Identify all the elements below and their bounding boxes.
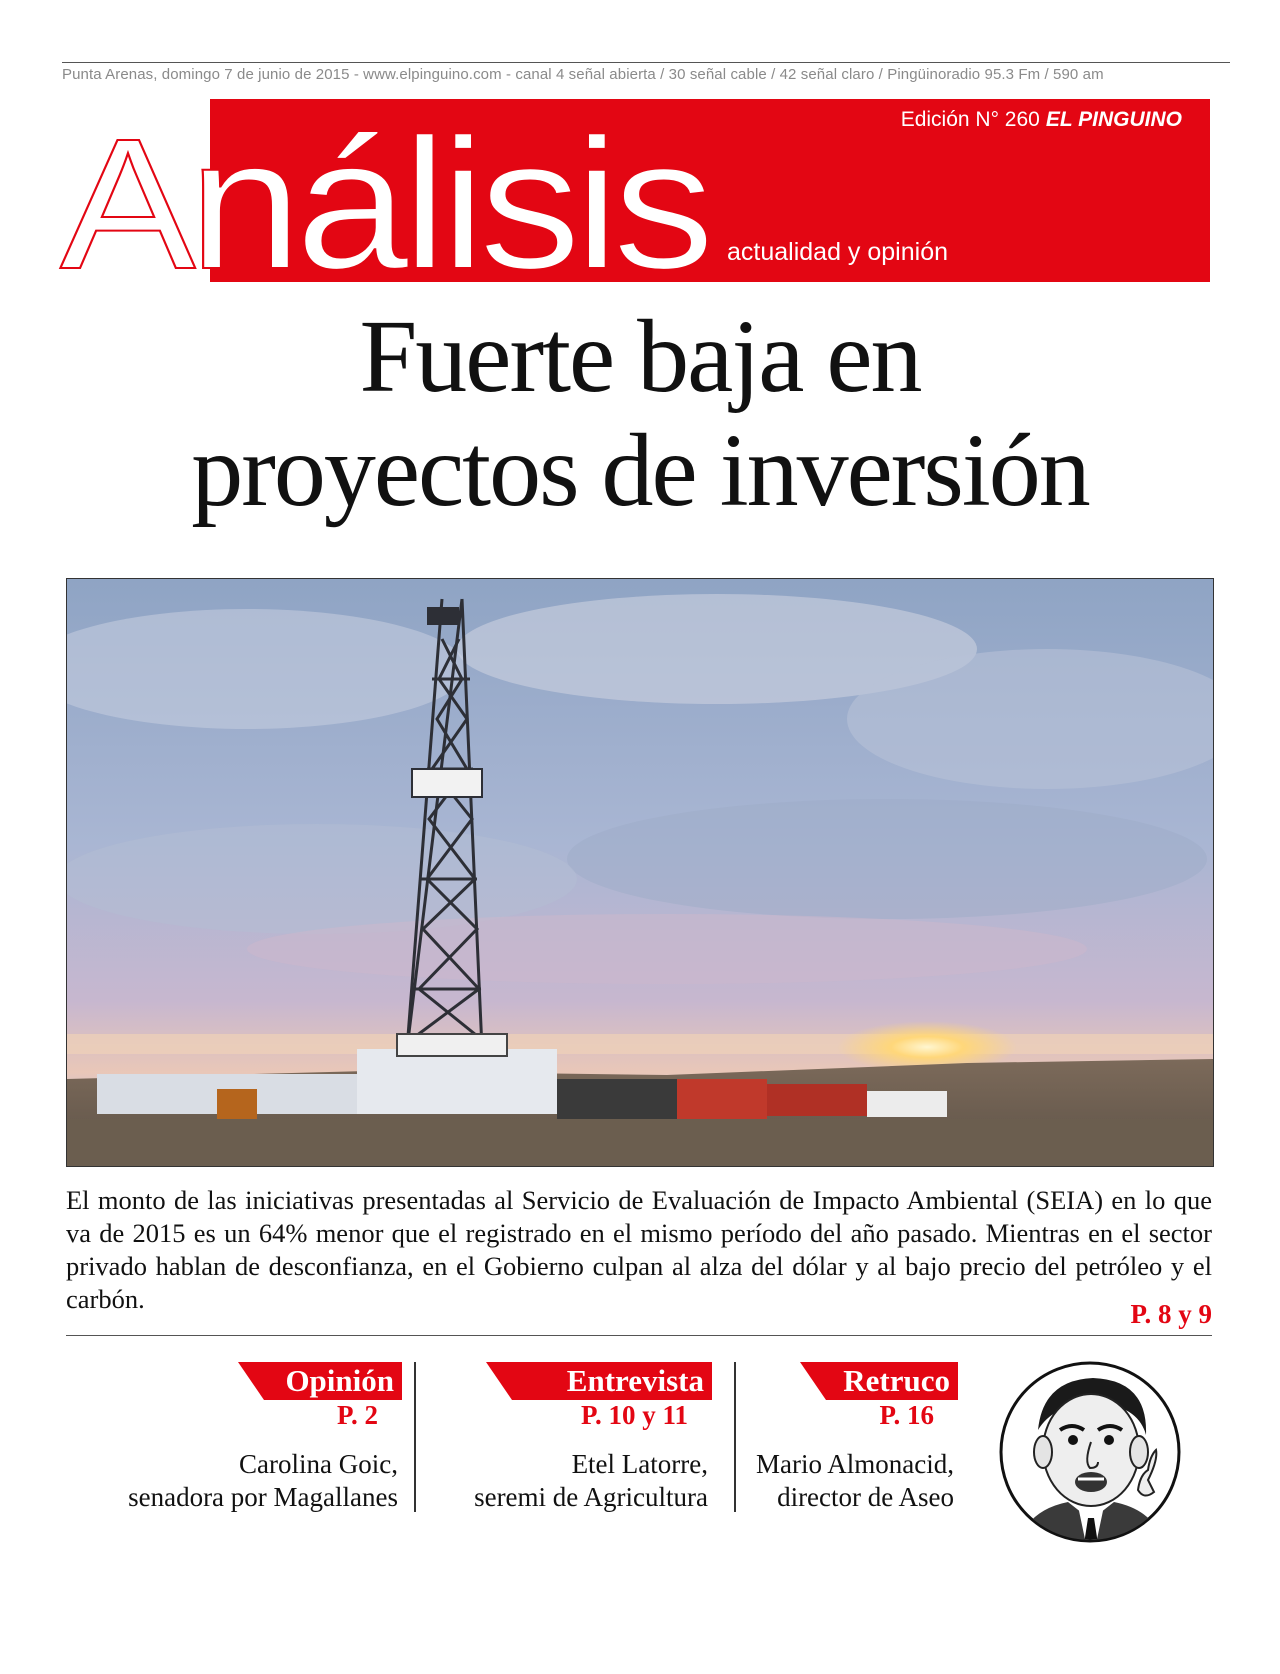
section-desc-line-1: Mario Almonacid, — [756, 1449, 954, 1479]
caricature-portrait-icon — [998, 1360, 1182, 1549]
edition-number: Edición N° 260 — [900, 108, 1040, 131]
publication-name: EL PINGUINO — [1045, 108, 1182, 131]
section-label: Entrevista — [566, 1363, 704, 1398]
section-desc-line-1: Carolina Goic, — [239, 1449, 398, 1479]
headline-line-1: Fuerte baja en — [359, 299, 921, 414]
section-tag — [238, 1362, 398, 1400]
main-headline[interactable] — [0, 300, 1280, 528]
section-page: P. 16 — [879, 1400, 934, 1430]
edition-label — [901, 108, 1182, 132]
section-page: P. 2 — [336, 1400, 378, 1430]
section-tag — [486, 1362, 708, 1400]
section-desc-line-2: senadora por Magallanes — [128, 1482, 398, 1512]
teaser-entrevista[interactable] — [430, 1362, 708, 1514]
masthead-title-text: Análisis — [60, 101, 708, 300]
section-page: P. 10 y 11 — [580, 1400, 688, 1430]
section-label: Retruco — [843, 1363, 950, 1398]
section-tag — [800, 1362, 954, 1400]
dateline: Punta Arenas, domingo 7 de junio de 2015 - www.elpinguino.com - canal 4 señal abierta / 30 señal cable / 42 señal claro / Pingüinoradio 95.3 Fm / 590 am — [62, 66, 1104, 83]
section-desc-line-2: seremi de Agricultura — [474, 1482, 708, 1512]
section-desc-line-2: director de Aseo — [777, 1482, 954, 1512]
teaser-retruco[interactable] — [748, 1362, 954, 1514]
tagline: actualidad y opinión — [727, 238, 948, 266]
teaser-opinion[interactable] — [66, 1362, 398, 1514]
lede-paragraph: El monto de las iniciativas presentadas al Servicio de Evaluación de Impacto Ambiental (SEIA) en lo que va de 2015 es un 64% menor que el registrado en el mismo período del año pasado. Mientras en el sector privado hablan de desconfianza, en el Gobierno culpan al alza del dólar y al bajo precio del petróleo y el carbón. — [66, 1185, 1212, 1314]
masthead-title — [0, 0, 1280, 300]
oil-drilling-rig-photo — [66, 578, 1214, 1167]
section-divider — [66, 1335, 1212, 1336]
section-label: Opinión — [285, 1363, 394, 1398]
section-desc-line-1: Etel Latorre, — [571, 1449, 708, 1479]
column-rule — [734, 1362, 736, 1512]
headline-line-2: proyectos de inversión — [191, 413, 1089, 528]
column-rule — [414, 1362, 416, 1512]
lede-page-reference[interactable]: P. 8 y 9 — [1130, 1299, 1212, 1329]
